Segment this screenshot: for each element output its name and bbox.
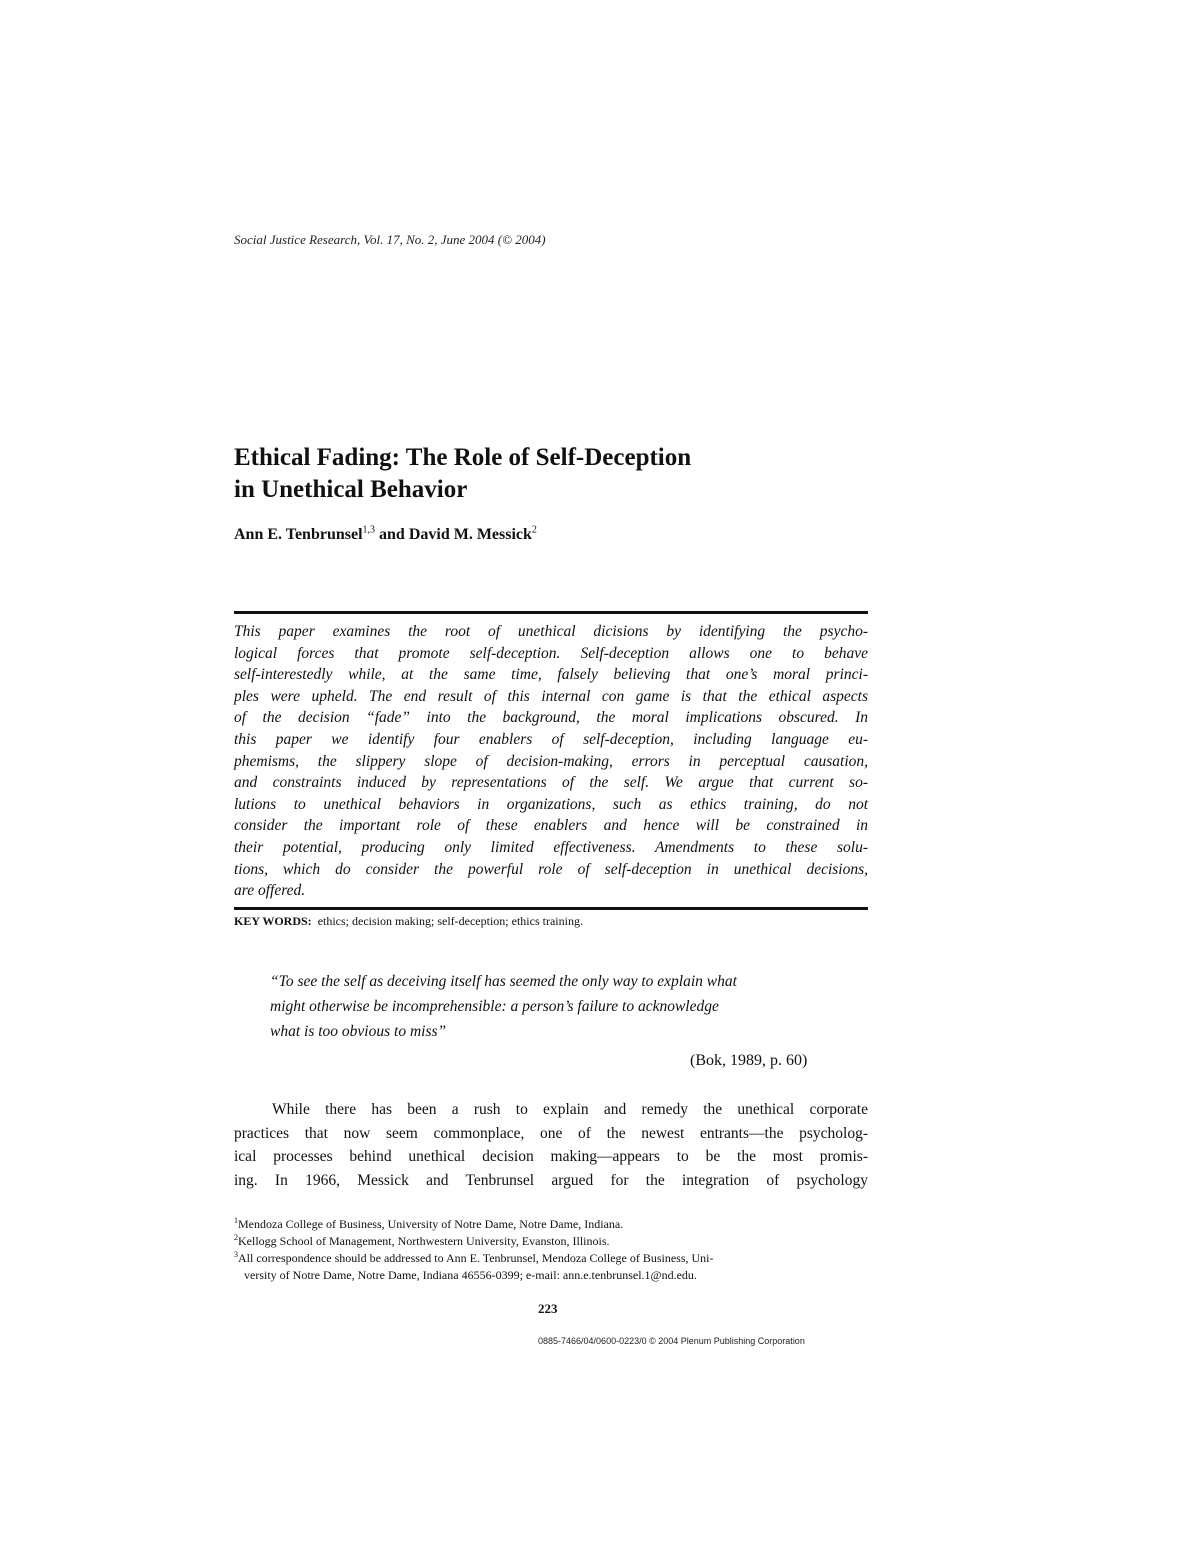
author-conjunction: and xyxy=(375,526,409,543)
quote-line: might otherwise be incomprehensible: a person’s failure to acknowledge xyxy=(270,998,719,1015)
body-line: While there has been a rush to explain and remedy the unethical corporate xyxy=(272,1101,868,1118)
footnote-mark: 2 xyxy=(234,1233,238,1242)
abstract-top-rule xyxy=(234,611,868,614)
abstract-line: self-interestedly while, at the same time, falsely believing that one’s moral princi- xyxy=(234,666,868,684)
abstract-line: are offered. xyxy=(234,882,306,900)
abstract-line: ples were upheld. The end result of this internal con game is that the ethical aspects xyxy=(234,687,868,705)
author-name: Ann E. Tenbrunsel xyxy=(234,526,363,543)
footnote xyxy=(234,1233,874,1250)
footnote-mark: 3 xyxy=(234,1250,238,1259)
copyright-line: 0885-7466/04/0600-0223/0 © 2004 Plenum Publishing Corporation xyxy=(538,1336,805,1346)
body-line: ing. In 1966, Messick and Tenbrunsel argued for the integration of psychology xyxy=(234,1171,868,1189)
abstract-line: lutions to unethical behaviors in organizations, such as ethics training, do not xyxy=(234,795,868,813)
keywords-text: ethics; decision making; self-deception; ethics training. xyxy=(317,914,583,928)
footnote-text: Kellogg School of Management, Northwestern University, Evanston, Illinois. xyxy=(238,1234,610,1248)
epigraph-quote xyxy=(270,969,870,1044)
abstract-bottom-rule xyxy=(234,907,868,910)
page-number: 223 xyxy=(538,1301,558,1316)
abstract-line: consider the important role of these enablers and hence will be constrained in xyxy=(234,817,868,835)
body-line: practices that now seem commonplace, one of the newest entrants—the psycholog- xyxy=(234,1124,868,1142)
footnote-text: Mendoza College of Business, University of Notre Dame, Notre Dame, Indiana. xyxy=(238,1217,624,1231)
title-line: Ethical Fading: The Role of Self-Deception xyxy=(234,444,692,471)
author-affiliation-mark: 2 xyxy=(531,524,537,536)
abstract-line: phemisms, the slippery slope of decision-making, errors in perceptual causation, xyxy=(234,752,868,770)
body-paragraph xyxy=(234,1098,868,1192)
abstract xyxy=(234,621,868,902)
journal-header: Social Justice Research, Vol. 17, No. 2, June 2004 (© 2004) xyxy=(234,232,546,247)
title-line: in Unethical Behavior xyxy=(234,476,468,503)
abstract-line: This paper examines the root of unethical dicisions by identifying the psycho- xyxy=(234,623,868,640)
footnotes xyxy=(234,1216,874,1284)
abstract-line: their potential, producing only limited effectiveness. Amendments to these solu- xyxy=(234,838,868,856)
author-name: David M. Messick xyxy=(408,526,532,543)
quote-line: what is too obvious to miss” xyxy=(270,1023,447,1040)
abstract-line: and constraints induced by representations of the self. We argue that current so- xyxy=(234,774,868,792)
quote-citation: (Bok, 1989, p. 60) xyxy=(690,1052,808,1069)
author-affiliation-mark: 1,3 xyxy=(362,524,376,536)
body-line: ical processes behind unethical decision making—appears to be the most promis- xyxy=(234,1148,868,1165)
abstract-line: logical forces that promote self-deception. Self-deception allows one to behave xyxy=(234,644,868,662)
keywords-label: KEY WORDS: xyxy=(234,914,312,928)
footnote xyxy=(234,1250,874,1267)
author-list xyxy=(234,526,874,544)
keywords xyxy=(234,914,874,929)
footnote-text: All correspondence should be addressed to Ann E. Tenbrunsel, Mendoza College of Business, Uni- xyxy=(238,1251,714,1265)
footnote-mark: 1 xyxy=(234,1216,238,1225)
quote-line: “To see the self as deceiving itself has seemed the only way to explain what xyxy=(270,973,737,990)
abstract-line: tions, which do consider the powerful role of self-deception in unethical decisions, xyxy=(234,860,868,878)
abstract-line: this paper we identify four enablers of self-deception, including language eu- xyxy=(234,730,868,748)
article-title xyxy=(234,442,874,506)
footnote-continuation: versity of Notre Dame, Notre Dame, Indiana 46556-0399; e-mail: ann.e.tenbrunsel.1@nd.edu. xyxy=(244,1268,697,1282)
abstract-line: of the decision “fade” into the background, the moral implications obscured. In xyxy=(234,709,868,727)
footnote xyxy=(234,1216,874,1233)
